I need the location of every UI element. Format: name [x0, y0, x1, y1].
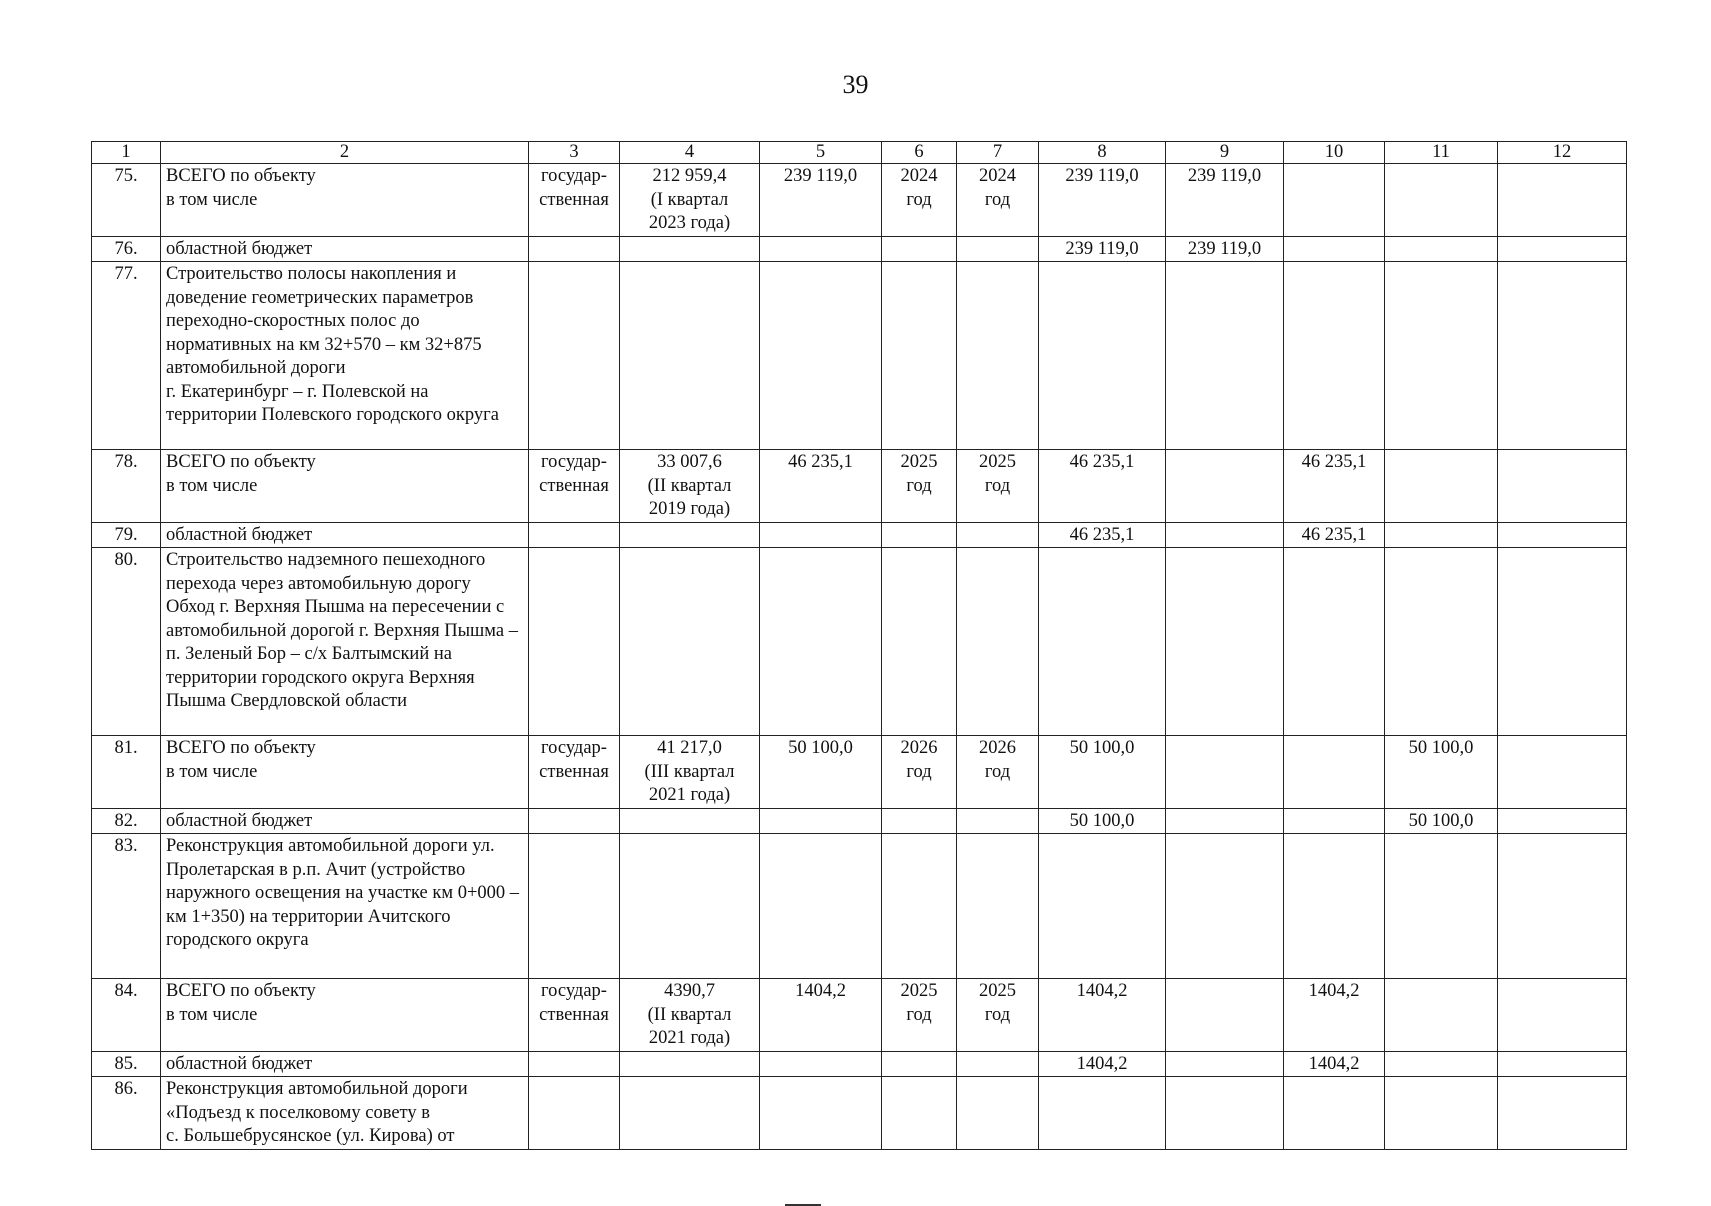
table-cell: 46 235,1 [1284, 522, 1385, 548]
table-cell: 2024 год [957, 164, 1039, 237]
table-cell [882, 808, 957, 834]
table-cell [1284, 236, 1385, 262]
table-cell [1166, 450, 1284, 523]
row-name-cell: Строительство полосы накопления и доведение геометрических параметров переходно-скоростных полос до нормативных на км 32+570 – км 32+875 автомобильной дороги г. Екатеринбург – г. Полевской на территории Полевского городского округа [161, 262, 529, 450]
table-cell [1166, 262, 1284, 450]
table-cell [620, 1051, 760, 1077]
table-cell [1166, 834, 1284, 979]
table-cell [957, 236, 1039, 262]
row-name-cell: ВСЕГО по объекту в том числе [161, 736, 529, 809]
row-name-cell: областной бюджет [161, 522, 529, 548]
table-cell: 1404,2 [1284, 979, 1385, 1052]
table-cell [1498, 522, 1627, 548]
table-cell [957, 522, 1039, 548]
table-cell: 50 100,0 [1039, 808, 1166, 834]
table-cell: государ- ственная [529, 736, 620, 809]
table-cell [620, 808, 760, 834]
table-cell [1385, 1077, 1498, 1150]
table-cell: 50 100,0 [760, 736, 882, 809]
table-cell [882, 1077, 957, 1150]
table-cell [620, 262, 760, 450]
table-cell [882, 548, 957, 736]
table-cell [1498, 834, 1627, 979]
row-number-cell: 86. [92, 1077, 161, 1150]
column-header: 4 [620, 142, 760, 164]
row-name-cell: областной бюджет [161, 1051, 529, 1077]
table-cell: 2025 год [882, 979, 957, 1052]
table-cell: 46 235,1 [760, 450, 882, 523]
table-cell: 46 235,1 [1039, 522, 1166, 548]
column-header: 1 [92, 142, 161, 164]
table-cell [1385, 1051, 1498, 1077]
row-number-cell: 81. [92, 736, 161, 809]
table-cell [1498, 164, 1627, 237]
table-cell [1498, 450, 1627, 523]
table-row [92, 236, 1627, 262]
table-cell [1284, 262, 1385, 450]
table-cell [1166, 1077, 1284, 1150]
table-cell: 46 235,1 [1039, 450, 1166, 523]
budget-table [91, 141, 1627, 1150]
table-cell [1385, 450, 1498, 523]
table-cell [1498, 736, 1627, 809]
table-cell: 239 119,0 [1166, 164, 1284, 237]
table-cell [760, 1077, 882, 1150]
table-cell [529, 834, 620, 979]
column-header: 11 [1385, 142, 1498, 164]
table-row [92, 979, 1627, 1052]
table-cell [1039, 262, 1166, 450]
column-header: 7 [957, 142, 1039, 164]
table-cell [1498, 979, 1627, 1052]
row-number-cell: 85. [92, 1051, 161, 1077]
table-cell [529, 236, 620, 262]
table-cell [1385, 262, 1498, 450]
table-cell: 2026 год [957, 736, 1039, 809]
row-number-cell: 75. [92, 164, 161, 237]
table-cell: 1404,2 [760, 979, 882, 1052]
row-number-cell: 79. [92, 522, 161, 548]
table-cell [1498, 1051, 1627, 1077]
table-cell [1498, 548, 1627, 736]
table-cell: 1404,2 [1284, 1051, 1385, 1077]
table-cell: 41 217,0 (III квартал 2021 года) [620, 736, 760, 809]
row-name-cell: ВСЕГО по объекту в том числе [161, 979, 529, 1052]
row-name-cell: Реконструкция автомобильной дороги ул. Пролетарская в р.п. Ачит (устройство наружного освещения на участке км 0+000 – км 1+350) на территории Ачитского городского округа [161, 834, 529, 979]
table-cell: государ- ственная [529, 164, 620, 237]
column-header: 8 [1039, 142, 1166, 164]
table-cell [882, 262, 957, 450]
column-header: 10 [1284, 142, 1385, 164]
table-cell [1039, 1077, 1166, 1150]
table-row [92, 834, 1627, 979]
table-row [92, 522, 1627, 548]
table-cell: государ- ственная [529, 450, 620, 523]
table-cell [760, 236, 882, 262]
table-cell: 2024 год [882, 164, 957, 237]
table-cell [1284, 164, 1385, 237]
table-cell [1166, 522, 1284, 548]
row-number-cell: 78. [92, 450, 161, 523]
table-cell [957, 1077, 1039, 1150]
scan-mark [785, 1204, 821, 1206]
column-header: 5 [760, 142, 882, 164]
table-cell [620, 522, 760, 548]
table-cell: 33 007,6 (II квартал 2019 года) [620, 450, 760, 523]
table-cell: 1404,2 [1039, 1051, 1166, 1077]
table-cell: 50 100,0 [1385, 808, 1498, 834]
table-row [92, 262, 1627, 450]
table-cell [529, 262, 620, 450]
table-cell: 239 119,0 [760, 164, 882, 237]
row-name-cell: областной бюджет [161, 236, 529, 262]
table-cell [620, 1077, 760, 1150]
table-cell: 46 235,1 [1284, 450, 1385, 523]
table-cell [957, 1051, 1039, 1077]
table-cell [760, 834, 882, 979]
table-cell [1166, 979, 1284, 1052]
table-cell [1284, 736, 1385, 809]
table-row [92, 736, 1627, 809]
page-number: 39 [842, 70, 869, 99]
table-cell [1385, 164, 1498, 237]
row-number-cell: 82. [92, 808, 161, 834]
table-cell: 1404,2 [1039, 979, 1166, 1052]
table-cell [1039, 548, 1166, 736]
row-name-cell: Строительство надземного пешеходного перехода через автомобильную дорогу Обход г. Верхняя Пышма на пересечении с автомобильной дорогой г. Верхняя Пышма – п. Зеленый Бор – с/х Балтымский на территории городского округа Верхняя Пышма Свердловской области [161, 548, 529, 736]
table-cell: 239 119,0 [1166, 236, 1284, 262]
table-cell [620, 236, 760, 262]
table-cell [1284, 1077, 1385, 1150]
table-cell [882, 522, 957, 548]
table-cell: 239 119,0 [1039, 164, 1166, 237]
table-cell [1166, 1051, 1284, 1077]
table-row [92, 808, 1627, 834]
table-cell: 2025 год [957, 450, 1039, 523]
row-number-cell: 80. [92, 548, 161, 736]
table-cell [1385, 548, 1498, 736]
table-cell [1385, 236, 1498, 262]
table-cell [760, 548, 882, 736]
row-number-cell: 84. [92, 979, 161, 1052]
table-cell [620, 548, 760, 736]
table-header-row [92, 142, 1627, 164]
table-cell [1166, 808, 1284, 834]
table-cell [1498, 236, 1627, 262]
column-header: 3 [529, 142, 620, 164]
table-cell [1166, 548, 1284, 736]
table-cell [1284, 834, 1385, 979]
column-header: 2 [161, 142, 529, 164]
table-cell [529, 808, 620, 834]
table-row [92, 164, 1627, 237]
table-cell [1385, 834, 1498, 979]
table-cell [1498, 808, 1627, 834]
table-cell [957, 834, 1039, 979]
table-row [92, 1051, 1627, 1077]
table-cell: 239 119,0 [1039, 236, 1166, 262]
table-cell [882, 236, 957, 262]
table-cell: 50 100,0 [1039, 736, 1166, 809]
table-cell [529, 548, 620, 736]
table-cell [529, 1051, 620, 1077]
column-header: 12 [1498, 142, 1627, 164]
table-cell [957, 262, 1039, 450]
table-cell [620, 834, 760, 979]
table-cell [1284, 808, 1385, 834]
row-name-cell: ВСЕГО по объекту в том числе [161, 164, 529, 237]
table-cell: 2025 год [882, 450, 957, 523]
column-header: 9 [1166, 142, 1284, 164]
table-cell [760, 522, 882, 548]
table-cell [1039, 834, 1166, 979]
row-name-cell: ВСЕГО по объекту в том числе [161, 450, 529, 523]
table-cell [760, 808, 882, 834]
row-name-cell: областной бюджет [161, 808, 529, 834]
table-cell [760, 262, 882, 450]
row-number-cell: 77. [92, 262, 161, 450]
table-row [92, 548, 1627, 736]
table-cell [882, 1051, 957, 1077]
table-cell: 212 959,4 (I квартал 2023 года) [620, 164, 760, 237]
column-header: 6 [882, 142, 957, 164]
table-cell [1498, 262, 1627, 450]
table-row [92, 1077, 1627, 1150]
table-cell [1284, 548, 1385, 736]
row-number-cell: 83. [92, 834, 161, 979]
table-cell [1385, 522, 1498, 548]
table-cell: государ- ственная [529, 979, 620, 1052]
table-cell [957, 548, 1039, 736]
row-number-cell: 76. [92, 236, 161, 262]
row-name-cell: Реконструкция автомобильной дороги «Подъезд к поселковому совету в с. Большебрусянское (ул. Кирова) от [161, 1077, 529, 1150]
table-cell [1166, 736, 1284, 809]
table-row [92, 450, 1627, 523]
table-cell [882, 834, 957, 979]
table-cell: 2026 год [882, 736, 957, 809]
table-cell: 50 100,0 [1385, 736, 1498, 809]
table-cell [529, 1077, 620, 1150]
table-cell [957, 808, 1039, 834]
table-cell [1385, 979, 1498, 1052]
table-cell [760, 1051, 882, 1077]
table-cell [1498, 1077, 1627, 1150]
table-cell [529, 522, 620, 548]
table-cell: 2025 год [957, 979, 1039, 1052]
table-cell: 4390,7 (II квартал 2021 года) [620, 979, 760, 1052]
